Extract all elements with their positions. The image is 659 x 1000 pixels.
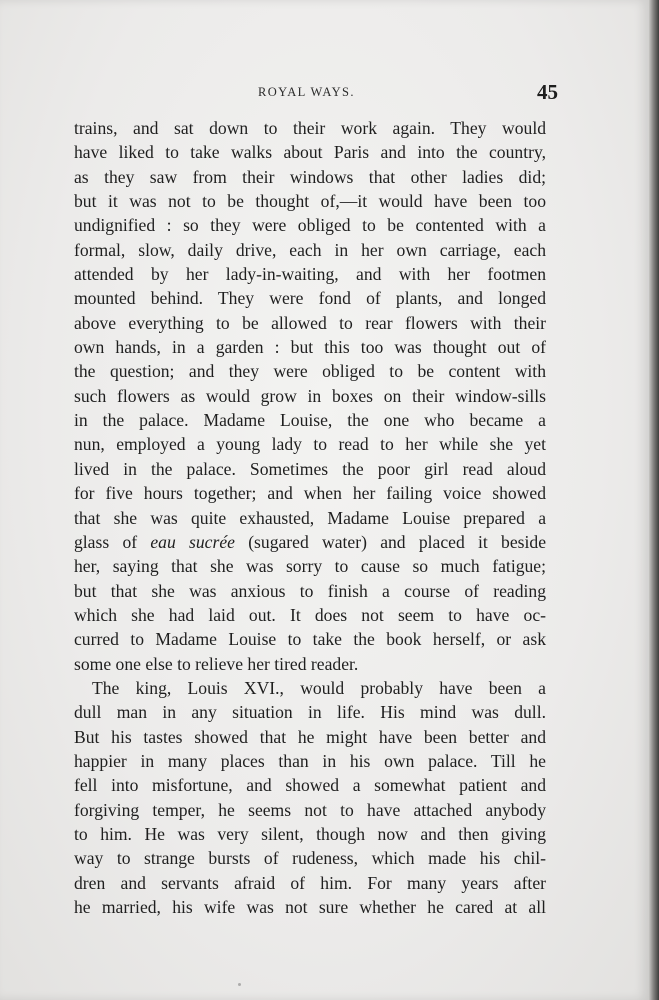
text-line: fell into misfortune, and showed a somewhat patient and — [74, 775, 546, 796]
text-line: forgiving temper, he seems not to have attached anybody — [74, 799, 546, 820]
text-line: her, saying that she was sorry to cause so much fatigue; — [74, 556, 546, 577]
text-line: dull man in any situation in life. His mind was dull. — [74, 702, 546, 723]
text-line: happier in many places than in his own palace. Till he — [74, 750, 546, 771]
text-line: have liked to take walks about Paris and into the country, — [74, 142, 546, 163]
text-fragment: glass of — [74, 531, 151, 552]
running-head: ROYAL WAYS. — [258, 85, 355, 99]
text-line: nun, employed a young lady to read to her while she yet — [74, 434, 546, 455]
text-line: above everything to be allowed to rear flowers with their — [74, 312, 546, 333]
text-line: that she was quite exhausted, Madame Louise prepared a — [74, 507, 546, 528]
text-line: as they saw from their windows that other ladies did; — [74, 166, 546, 187]
text-line: attended by her lady-in-waiting, and with her footmen — [74, 264, 546, 285]
body-text — [74, 116, 546, 919]
text-line: way to strange bursts of rudeness, which made his chil- — [74, 848, 546, 869]
text-line: undignified : so they were obliged to be contented with a — [74, 215, 546, 236]
italic-phrase: eau sucrée — [150, 531, 235, 552]
text-fragment: (sugared water) and placed it beside — [234, 531, 547, 552]
text-line: lived in the palace. Sometimes the poor girl read aloud — [74, 458, 546, 479]
text-line: The king, Louis XVI., would probably have been a — [92, 677, 546, 698]
text-line: some one else to relieve her tired reader. — [74, 653, 359, 674]
page-edge-shadow — [649, 0, 659, 1000]
text-line: trains, and sat down to their work again. They would — [74, 118, 546, 138]
text-line: But his tastes showed that he might have been better and — [74, 726, 546, 747]
text-line: but that she was anxious to finish a course of reading — [74, 580, 546, 601]
text-line: to him. He was very silent, though now and then giving — [74, 823, 546, 844]
text-line: curred to Madame Louise to take the book herself, or ask — [74, 629, 546, 650]
text-line: which she had laid out. It does not seem to have oc- — [74, 604, 546, 625]
page-header — [0, 80, 649, 104]
text-line: formal, slow, daily drive, each in her own carriage, each — [74, 239, 546, 260]
text-line: own hands, in a garden : but this too was thought out of — [74, 337, 546, 358]
text-line: for five hours together; and when her failing voice showed — [74, 483, 546, 504]
text-line: mounted behind. They were fond of plants, and longed — [74, 288, 546, 309]
text-line-italic — [74, 530, 546, 554]
text-line: but it was not to be thought of,—it would have been too — [74, 191, 546, 212]
text-line: the question; and they were obliged to be content with — [74, 361, 546, 382]
text-line: he married, his wife was not sure whether he cared at all — [74, 897, 546, 917]
text-line: such flowers as would grow in boxes on their window-sills — [74, 385, 546, 406]
paper-speck — [238, 983, 241, 986]
text-line: dren and servants afraid of him. For many years after — [74, 872, 546, 893]
text-line: in the palace. Madame Louise, the one who became a — [74, 410, 546, 431]
page-number: 45 — [537, 80, 558, 104]
